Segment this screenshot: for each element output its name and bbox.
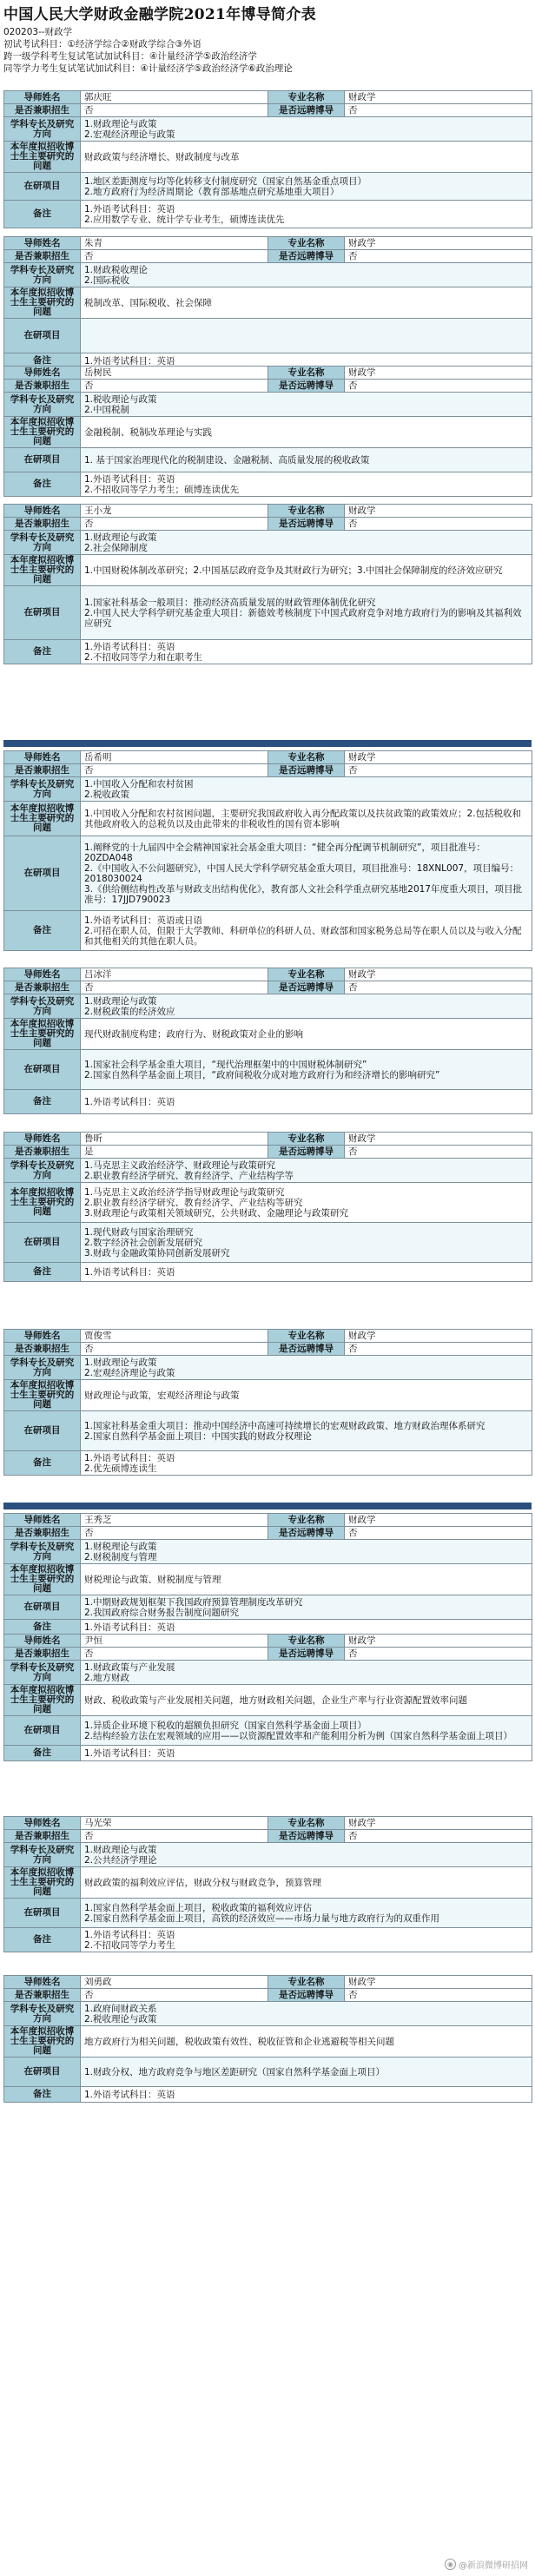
advisor-topics-line: 现代财政制度构建；政府行为、财税政策对企业的影响 [84,1028,303,1040]
advisor-major: 财政学 [345,1635,532,1648]
advisor-remote: 否 [345,981,532,994]
label-notes: 备注 [4,1090,81,1114]
advisor-projects [81,1223,532,1263]
label-major: 专业名称 [268,1133,345,1146]
advisor-expertise [81,994,532,1019]
label-name: 导师姓名 [4,968,81,981]
advisor-topics-line: 财政理论与政策，宏观经济理论与政策 [84,1390,240,1401]
advisor-name: 岳树民 [81,367,268,380]
advisor-part-time: 否 [81,518,268,531]
label-expertise: 学科专长及研究方向 [4,531,81,555]
label-projects: 在研项目 [4,319,81,353]
label-part-time: 是否兼职招生 [4,1830,81,1843]
advisor-notes [81,1928,532,1952]
advisor-projects-line: 3.《供给侧结构性改革与财政支出结构优化》，教育部人文社会科学重点研究基地2017年度重大项目，项目批准号：17JJD790023 [84,883,522,905]
advisor-remote: 否 [345,1648,532,1661]
label-part-time: 是否兼职招生 [4,1343,81,1356]
advisor-projects-line: 1.异质企业环境下税收的超额负担研究（国家自然科学基金面上项目） [84,1720,367,1731]
label-remote: 是否远聘博导 [268,1527,345,1540]
cross-discipline-line: 跨一级学科考生复试笔试加试科目：④计量经济学⑤政治经济学 [3,51,257,62]
label-projects: 在研项目 [4,173,81,201]
advisor-table [3,750,532,951]
advisor-expertise-line: 2.宏观经济理论与政策 [84,1367,175,1378]
advisor-notes [81,1746,532,1761]
advisor-projects [81,319,532,353]
advisor-projects-line: 2.数字经济社会创新发展研究 [84,1237,203,1248]
advisor-part-time: 否 [81,981,268,994]
label-expertise: 学科专长及研究方向 [4,117,81,142]
advisor-remote: 否 [345,1830,532,1843]
advisor-topics [81,417,532,448]
advisor-notes-line: 1.外语考试科目：英语 [84,1266,175,1278]
advisor-table [3,366,532,497]
advisor-part-time: 否 [81,1830,268,1843]
advisor-major: 财政学 [345,1514,532,1527]
label-projects: 在研项目 [4,836,81,911]
label-expertise: 学科专长及研究方向 [4,1540,81,1564]
advisor-topics-line: 1.中国财税体制改革研究；2.中国基层政府竞争及其财政行为研究；3.中国社会保障制度的经济效应研究 [84,565,503,576]
label-name: 导师姓名 [4,1635,81,1648]
advisor-topics-line: 税制改革、国际税收、社会保障 [84,297,212,308]
label-notes: 备注 [4,1928,81,1952]
advisor-topics [81,802,532,836]
advisor-expertise [81,393,532,417]
label-remote: 是否远聘博导 [268,1989,345,2002]
equivalent-degree-line: 同等学力考生复试笔试加试科目：④计量经济学⑤政治经济学⑥政治理论 [3,63,293,74]
document-header [0,0,535,75]
advisor-expertise-line: 1.财政理论与政策 [84,532,157,543]
advisor-expertise-line: 2.中国税制 [84,404,130,415]
advisor-projects-line: 2.国家自然科学基金面上项目：中国实践的财政分权理论 [84,1430,313,1442]
advisor-notes-line: 2.应用数学专业、统计学专业考生，硕博连读优先 [84,214,285,225]
advisor-topics [81,2026,532,2057]
advisor-topics-line: 财政政策与经济增长、财政制度与改革 [84,151,240,162]
label-notes: 备注 [4,1263,81,1282]
advisor-expertise-line: 1.财税理论与政策 [84,1541,157,1552]
advisor-notes-line: 1.外语考试科目：英语 [84,641,175,652]
advisor-projects [81,836,532,911]
advisor-notes-line: 2.不招收同等学力和在职考生 [84,651,203,663]
label-projects: 在研项目 [4,1050,81,1090]
label-topics: 本年度拟招收博士生主要研究的问题 [4,1380,81,1411]
advisor-part-time: 是 [81,1146,268,1159]
advisor-major: 财政学 [345,1817,532,1830]
advisor-topics-line: 财政、税收政策与产业发展相关问题，地方财政相关问题，企业生产率与行业资源配置效率问题 [84,1694,467,1706]
advisor-table [3,1329,532,1476]
advisor-part-time: 否 [81,380,268,393]
label-name: 导师姓名 [4,237,81,250]
advisor-expertise-line: 1.政府间财政关系 [84,2003,157,2014]
advisor-expertise-line: 1.中国收入分配和农村贫困 [84,778,194,789]
advisor-expertise-line: 1.财政税收理论 [84,264,149,275]
label-name: 导师姓名 [4,1514,81,1527]
advisor-name: 郭庆旺 [81,91,268,104]
advisor-projects-line: 2.中国人民大学科学研究基金重大项目：新德效考核制度下中国式政府竞争对地方政府行为的影响及其福利效应研究 [84,607,522,629]
label-topics: 本年度拟招收博士生主要研究的问题 [4,2026,81,2057]
advisor-expertise [81,1356,532,1380]
advisor-notes-line: 1.外语考试科目：英语 [84,1096,175,1107]
label-major: 专业名称 [268,237,345,250]
label-name: 导师姓名 [4,1976,81,1989]
label-name: 导师姓名 [4,367,81,380]
advisor-remote: 否 [345,764,532,777]
label-projects: 在研项目 [4,1223,81,1263]
advisor-expertise-line: 2.职业教育经济学研究、教育经济学、产业结构学等 [84,1170,294,1181]
advisor-major: 财政学 [345,968,532,981]
advisor-remote: 否 [345,104,532,117]
advisor-name: 吕冰洋 [81,968,268,981]
advisor-projects-line: 2.我国政府综合财务报告制度问题研究 [84,1607,240,1618]
advisor-projects-line: 3.财政与金融政策协同创新发展研究 [84,1247,230,1258]
advisor-table [3,1513,532,1635]
advisor-table [3,1634,532,1761]
label-part-time: 是否兼职招生 [4,1527,81,1540]
advisor-remote: 否 [345,518,532,531]
label-major: 专业名称 [268,1635,345,1648]
label-remote: 是否远聘博导 [268,250,345,263]
label-expertise: 学科专长及研究方向 [4,1661,81,1685]
advisor-topics [81,1380,532,1411]
advisor-notes [81,1620,532,1635]
advisor-major: 财政学 [345,91,532,104]
advisor-remote: 否 [345,1343,532,1356]
label-topics: 本年度拟招收博士生主要研究的问题 [4,1685,81,1716]
advisor-table [3,1132,532,1282]
advisor-part-time: 否 [81,250,268,263]
label-major: 专业名称 [268,505,345,518]
label-projects: 在研项目 [4,1595,81,1620]
label-notes: 备注 [4,1746,81,1761]
advisor-table [3,90,532,228]
advisor-notes-line: 1.外语考试科目：英语 [84,355,175,367]
advisor-notes [81,1451,532,1476]
label-remote: 是否远聘博导 [268,1648,345,1661]
advisor-expertise-line: 1.财政理论与政策 [84,1844,157,1855]
advisor-topics-line: 2.职业教育经济学研究、教育经济学、产业结构等研究 [84,1197,303,1208]
advisor-name: 贾俊雪 [81,1330,268,1343]
advisor-projects [81,173,532,201]
advisor-projects-line: 1. 基于国家治理现代化的税制建设、金融税制、高质量发展的税收政策 [84,454,370,466]
advisor-expertise [81,1843,532,1867]
advisor-projects [81,586,532,640]
label-notes: 备注 [4,201,81,228]
advisor-topics [81,142,532,173]
advisor-topics-line: 3.财政理论与政策相关领域研究，公共财政、金融理论与政策研究 [84,1207,349,1219]
advisor-projects-line: 2.国家自然科学基金面上项目，高铁的经济效应——市场力量与地方政府行为的双重作用 [84,1912,440,1924]
advisor-table [3,1816,532,1952]
advisor-expertise-line: 2.税收理论与政策 [84,2013,157,2024]
label-notes: 备注 [4,911,81,951]
advisor-name: 刘勇政 [81,1976,268,1989]
advisor-projects [81,2057,532,2087]
advisor-major: 财政学 [345,505,532,518]
advisor-expertise-line: 2.财税政策的经济效应 [84,1006,175,1017]
advisor-expertise [81,117,532,142]
advisor-notes-line: 1.外语考试科目：英语 [84,1747,175,1759]
advisor-notes [81,201,532,228]
advisor-notes [81,911,532,951]
label-part-time: 是否兼职招生 [4,518,81,531]
advisor-name: 朱青 [81,237,268,250]
label-remote: 是否远聘博导 [268,518,345,531]
advisor-projects [81,448,532,472]
label-topics: 本年度拟招收博士生主要研究的问题 [4,417,81,448]
section-divider [3,740,532,747]
label-major: 专业名称 [268,91,345,104]
advisor-part-time: 否 [81,1343,268,1356]
advisor-table [3,968,532,1114]
label-major: 专业名称 [268,367,345,380]
advisor-expertise-line: 2.公共经济学理论 [84,1854,157,1866]
label-expertise: 学科专长及研究方向 [4,393,81,417]
advisor-projects [81,1899,532,1928]
advisor-projects-line: 1.地区差距测度与均等化转移支付制度研究（国家自然基金重点项目） [84,175,367,187]
advisor-projects [81,1411,532,1451]
advisor-topics-line: 地方政府行为相关问题，税收政策有效性、税收征管和企业逃避税等相关问题 [84,2036,394,2047]
advisor-part-time: 否 [81,1527,268,1540]
exam-subjects-line: 初试考试科目：①经济学综合②财政学综合③外语 [3,39,201,50]
advisor-projects-line: 2.《中国收入不公问题研究》，中国人民大学科学研究基金重大项目，项目批准号：18XNL007，项目编号：2018030024 [84,862,519,884]
advisor-part-time: 否 [81,104,268,117]
advisor-topics [81,1685,532,1716]
label-major: 专业名称 [268,1514,345,1527]
advisor-notes [81,1090,532,1114]
advisor-major: 财政学 [345,1976,532,1989]
weibo-icon: ◉ [445,2559,456,2570]
page-title: 中国人民大学财政金融学院2021年博导简介表 [3,6,316,23]
label-part-time: 是否兼职招生 [4,380,81,393]
advisor-part-time: 否 [81,764,268,777]
label-notes: 备注 [4,640,81,664]
advisor-topics [81,1019,532,1050]
label-name: 导师姓名 [4,751,81,764]
advisor-expertise-line: 2.社会保障制度 [84,542,149,553]
advisor-topics [81,1564,532,1595]
advisor-expertise [81,1540,532,1564]
advisor-projects-line: 1.国家自然科学基金面上项目，税收政策的福利效应评估 [84,1902,313,1913]
advisor-topics-line: 财税理论与政策、财税制度与管理 [84,1574,221,1585]
label-name: 导师姓名 [4,1817,81,1830]
label-topics: 本年度拟招收博士生主要研究的问题 [4,1867,81,1899]
label-projects: 在研项目 [4,1716,81,1746]
label-major: 专业名称 [268,968,345,981]
advisor-remote: 否 [345,1146,532,1159]
advisor-expertise-line: 1.马克思主义政治经济学、财政理论与政策研究 [84,1159,276,1171]
label-name: 导师姓名 [4,1133,81,1146]
advisor-expertise-line: 1.财政理论与政策 [84,995,157,1007]
label-name: 导师姓名 [4,1330,81,1343]
label-remote: 是否远聘博导 [268,1830,345,1843]
label-remote: 是否远聘博导 [268,104,345,117]
label-part-time: 是否兼职招生 [4,1989,81,2002]
advisor-projects [81,1716,532,1746]
label-remote: 是否远聘博导 [268,764,345,777]
label-major: 专业名称 [268,1817,345,1830]
label-topics: 本年度拟招收博士生主要研究的问题 [4,1019,81,1050]
advisor-notes [81,1263,532,1282]
advisor-projects-line: 1.现代财政与国家治理研究 [84,1226,194,1238]
label-remote: 是否远聘博导 [268,1146,345,1159]
advisor-table [3,504,532,664]
advisor-remote: 否 [345,250,532,263]
label-notes: 备注 [4,472,81,497]
advisor-name: 王秀芝 [81,1514,268,1527]
advisor-notes-line: 2.优先硕博连读生 [84,1463,157,1474]
advisor-projects-line: 1.国家社科基金重大项目：推动中国经济中高速可持续增长的宏观财政政策、地方财政治理体系研究 [84,1420,485,1431]
advisor-expertise-line: 2.税收政策 [84,789,130,800]
advisor-name: 尹恒 [81,1635,268,1648]
advisor-remote: 否 [345,380,532,393]
label-topics: 本年度拟招收博士生主要研究的问题 [4,1564,81,1595]
advisor-notes-line: 1.外语考试科目：英语或日语 [84,915,203,926]
advisor-notes-line: 1.外语考试科目：英语 [84,1452,175,1463]
advisor-topics [81,1867,532,1899]
label-notes: 备注 [4,2087,81,2103]
advisor-notes [81,2087,532,2103]
advisor-topics-line: 1.马克思主义政治经济学指导财政理论与政策研究 [84,1186,285,1198]
label-part-time: 是否兼职招生 [4,250,81,263]
advisor-name: 岳希明 [81,751,268,764]
subject-code: 020203--财政学 [3,27,73,37]
label-name: 导师姓名 [4,91,81,104]
label-part-time: 是否兼职招生 [4,764,81,777]
advisor-expertise-line: 2.国际税收 [84,274,130,286]
advisor-notes-line: 2.不招收同等学力考生 [84,1939,175,1951]
watermark [445,2558,528,2571]
label-part-time: 是否兼职招生 [4,104,81,117]
label-remote: 是否远聘博导 [268,380,345,393]
advisor-expertise [81,1661,532,1685]
label-part-time: 是否兼职招生 [4,981,81,994]
advisor-expertise-line: 2.财税制度与管理 [84,1551,157,1562]
advisor-name: 鲁昕 [81,1133,268,1146]
label-projects: 在研项目 [4,2057,81,2087]
advisor-topics [81,287,532,319]
advisor-expertise-line: 2.宏观经济理论与政策 [84,129,175,140]
label-notes: 备注 [4,1451,81,1476]
label-topics: 本年度拟招收博士生主要研究的问题 [4,1183,81,1223]
advisor-projects-line: 1.国家社会科学基金重大项目，“现代治理框架中的中国财税体制研究” [84,1059,367,1070]
advisor-major: 财政学 [345,1133,532,1146]
advisor-projects-line: 1.阐释党的十九届四中全会精神国家社会基金重大项目：“健全再分配调节机制研究”，项目批准号：20ZDA048 [84,842,485,863]
advisor-notes-line: 1.外语考试科目：英语 [84,1929,175,1940]
label-notes: 备注 [4,353,81,369]
label-major: 专业名称 [268,1976,345,1989]
advisor-notes-line: 1.外语考试科目：英语 [84,203,175,215]
label-expertise: 学科专长及研究方向 [4,263,81,287]
advisor-notes-line: 2.不招收同等学力考生；硕博连读优先 [84,484,240,495]
advisor-projects-line: 1.国家社科基金一般项目：推动经济高质量发展的财政管理体制优化研究 [84,597,376,608]
advisor-topics [81,555,532,586]
advisor-expertise-line: 2.地方财政 [84,1672,130,1683]
advisor-expertise-line: 1.财政理论与政策 [84,118,157,129]
advisor-table [3,236,532,369]
advisor-topics [81,1183,532,1223]
advisor-major: 财政学 [345,751,532,764]
advisor-name: 马光荣 [81,1817,268,1830]
label-expertise: 学科专长及研究方向 [4,994,81,1019]
label-major: 专业名称 [268,751,345,764]
watermark-text: @新浪微博研招网 [459,2561,528,2571]
advisor-expertise-line: 1.税收理论与政策 [84,393,157,405]
advisor-projects-line: 2.结构经验方法在宏观领域的应用——以资源配置效率和产能利用分析为例（国家自然科学基金面上项目） [84,1730,513,1741]
advisor-topics-line: 财政政策的福利效应评估，财政分权与财政竞争，预算管理 [84,1877,321,1888]
label-expertise: 学科专长及研究方向 [4,1159,81,1183]
advisor-projects-line: 1.财政分权、地方政府竞争与地区差距研究（国家自然科学基金面上项目） [84,2066,386,2077]
advisor-expertise [81,531,532,555]
advisor-major: 财政学 [345,1330,532,1343]
advisor-notes-line: 1.外语考试科目：英语 [84,2089,175,2100]
advisor-part-time: 否 [81,1989,268,2002]
label-major: 专业名称 [268,1330,345,1343]
label-part-time: 是否兼职招生 [4,1146,81,1159]
advisor-expertise-line: 1.财政理论与政策 [84,1357,157,1368]
advisor-remote: 否 [345,1989,532,2002]
label-projects: 在研项目 [4,1411,81,1451]
advisor-part-time: 否 [81,1648,268,1661]
label-topics: 本年度拟招收博士生主要研究的问题 [4,555,81,586]
advisor-expertise [81,1159,532,1183]
label-projects: 在研项目 [4,448,81,472]
advisor-major: 财政学 [345,237,532,250]
advisor-notes-line: 1.外语考试科目：英语 [84,473,175,485]
section-divider [3,1503,532,1509]
label-part-time: 是否兼职招生 [4,1648,81,1661]
label-expertise: 学科专长及研究方向 [4,2002,81,2026]
advisor-expertise-line: 1.财政政策与产业发展 [84,1661,175,1673]
advisor-notes-line: 2.可招在职人员，但限于大学教师、科研单位的科研人员、财政部和国家税务总局等在职人员以及与收入分配和其他相关的其他在职人员。 [84,925,522,947]
label-expertise: 学科专长及研究方向 [4,777,81,802]
label-projects: 在研项目 [4,586,81,640]
label-topics: 本年度拟招收博士生主要研究的问题 [4,142,81,173]
label-expertise: 学科专长及研究方向 [4,1356,81,1380]
advisor-notes-line: 1.外语考试科目：英语 [84,1622,175,1633]
label-projects: 在研项目 [4,1899,81,1928]
advisor-topics-line: 金融税制、税制改革理论与实践 [84,426,212,438]
label-topics: 本年度拟招收博士生主要研究的问题 [4,287,81,319]
advisor-name: 王小龙 [81,505,268,518]
advisor-expertise [81,2002,532,2026]
advisor-projects-line: 1.中期财政规划框架下我国政府预算管理制度改革研究 [84,1596,303,1608]
advisor-projects [81,1595,532,1620]
advisor-projects [81,1050,532,1090]
advisor-notes [81,472,532,497]
label-remote: 是否远聘博导 [268,981,345,994]
advisor-expertise [81,263,532,287]
advisor-table [3,1975,532,2103]
advisor-major: 财政学 [345,367,532,380]
advisor-remote: 否 [345,1527,532,1540]
advisor-topics-line: 1.中国收入分配和农村贫困问题，主要研究我国政府收入再分配政策以及扶贫政策的政策效应；2.包括税收和其他政府收入的总税负以及由此带来的非税收性的国有资本影响 [84,808,522,829]
label-expertise: 学科专长及研究方向 [4,1843,81,1867]
label-topics: 本年度拟招收博士生主要研究的问题 [4,802,81,836]
advisor-expertise [81,777,532,802]
advisor-notes [81,640,532,664]
label-remote: 是否远聘博导 [268,1343,345,1356]
label-notes: 备注 [4,1620,81,1635]
advisor-projects-line: 2.地方政府行为经济周期论（教育部基地点研究基地重大项目） [84,186,340,197]
label-name: 导师姓名 [4,505,81,518]
advisor-projects-line: 2.国家自然科学基金面上项目，“政府间税收分成对地方政府行为和经济增长的影响研究” [84,1069,440,1080]
